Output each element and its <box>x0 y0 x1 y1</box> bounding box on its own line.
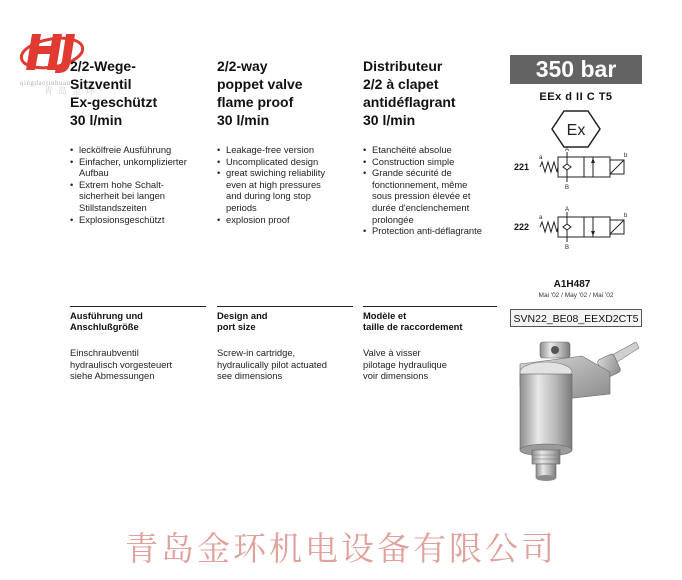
model-number: SVN22_BE08_EEXD2CT5 <box>510 309 642 327</box>
features-german <box>70 144 187 225</box>
features-english <box>217 144 325 225</box>
title-german: 2/2-Wege- Sitzventil Ex-geschützt 30 l/min <box>70 58 158 128</box>
feature-item: prolongée <box>372 213 414 225</box>
document-date: Mai '02 / May '02 / Mai '02 <box>538 292 614 299</box>
svg-text:B: B <box>565 185 570 191</box>
feature-item: sous pression élevée et <box>372 190 471 202</box>
valve-symbol-221-icon <box>536 145 632 191</box>
valve-symbol-222-icon <box>536 205 632 251</box>
title-english: 2/2-way poppet valve flame proof 30 l/min <box>217 58 303 128</box>
document-code: A1H487 <box>553 279 591 290</box>
feature-item: Stillstandszeiten <box>79 201 147 213</box>
feature-item: sicherheit bei langen <box>79 190 165 202</box>
feature-item: • Einfacher, unkomplizierter <box>70 156 187 168</box>
feature-item: • Explosionsgeschützt <box>70 214 187 226</box>
feature-item: • great swiching reliability <box>217 167 325 179</box>
logo-subtitle: qingdaojinhuan <box>20 79 71 87</box>
feature-item: • Construction simple <box>363 156 482 168</box>
svg-text:b: b <box>624 153 628 159</box>
symbol-label-222: 222 <box>514 222 530 232</box>
logo-watermark: 青 岛 金 环 <box>44 87 96 97</box>
feature-item: Aufbau <box>79 167 109 179</box>
feature-item: • leckölfreie Ausführung <box>70 144 187 156</box>
feature-item: and during long stop <box>226 190 311 202</box>
section-head-english: Design and port size <box>217 310 268 333</box>
feature-item: durée d'enclenchement <box>372 201 470 213</box>
ex-symbol-text: Ex <box>566 122 586 139</box>
divider <box>217 306 353 307</box>
section-body-german: Einschraubventil hydraulisch vorgesteuert siehe Abmessungen <box>70 347 173 382</box>
svg-text:b: b <box>624 213 628 219</box>
feature-item: • explosion proof <box>217 214 325 226</box>
section-body-french: Valve à visser pilotage hydraulique voir dimensions <box>363 347 447 382</box>
svg-text:a: a <box>539 215 543 221</box>
section-body-english: Screw-in cartridge, hydraulically pilot actuated see dimensions <box>217 347 327 382</box>
divider <box>70 306 206 307</box>
feature-item: • Protection anti-déflagrante <box>363 225 482 237</box>
ex-hexagon-icon <box>550 108 602 150</box>
ex-protection-code: EEx d II C T5 <box>539 91 613 103</box>
feature-item: periods <box>226 201 257 213</box>
pressure-rating: 350 bar <box>510 55 642 84</box>
feature-item: • Uncomplicated design <box>217 156 325 168</box>
footer-company-name: 青岛金环机电设备有限公司 <box>125 529 557 568</box>
svg-text:A: A <box>565 147 570 153</box>
feature-item: • Leakage-free version <box>217 144 325 156</box>
feature-item: even at high pressures <box>226 178 321 190</box>
svg-text:a: a <box>539 155 543 161</box>
feature-item: • Grande sécurité de <box>363 167 482 179</box>
feature-item: • Extrem hohe Schalt- <box>70 179 187 191</box>
valve-product-image <box>506 334 642 484</box>
svg-text:B: B <box>565 245 570 251</box>
symbol-label-221: 221 <box>514 162 530 172</box>
section-head-german: Ausführung und Anschlußgröße <box>70 310 143 333</box>
title-french: Distributeur 2/2 à clapet antidéflagrant 30 l/min <box>363 58 456 128</box>
features-french <box>363 144 482 237</box>
svg-text:A: A <box>565 207 570 213</box>
feature-item: • Etanchéité absolue <box>363 144 482 156</box>
divider <box>363 306 497 307</box>
section-head-french: Modèle et taille de raccordement <box>363 310 463 333</box>
feature-item: fonctionnement, même <box>372 178 468 190</box>
